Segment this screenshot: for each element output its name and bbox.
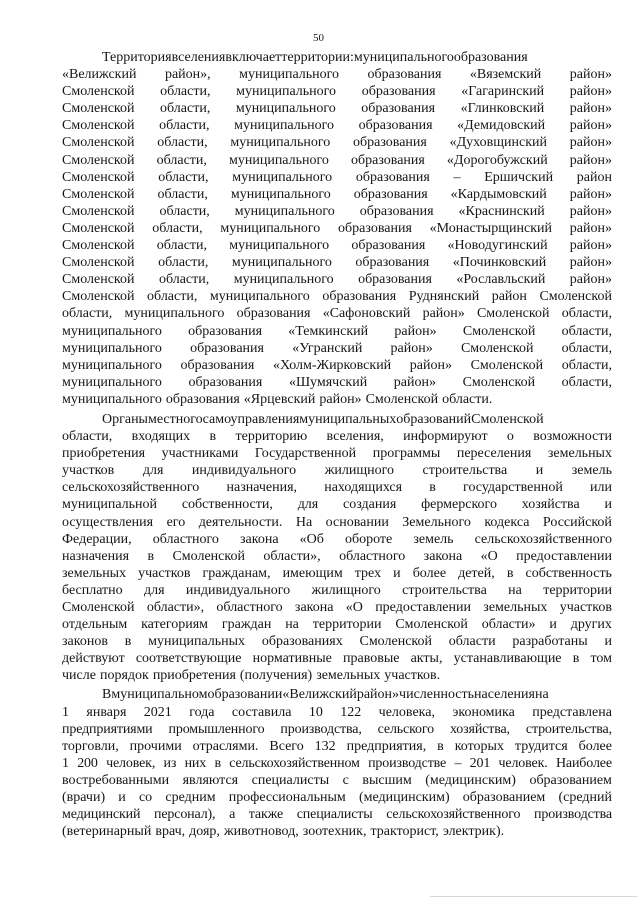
paragraph-local-authorities [62, 411, 612, 685]
text-line: «Велижский район», муниципального образования «Вяземский район» [62, 67, 612, 83]
text-line: отдельным категориям граждан на территории Смоленской области» и других [62, 617, 612, 633]
paragraph-territory [62, 49, 612, 408]
text-line: муниципального образования «Угранский район» Смоленской области, [62, 340, 612, 356]
text-line: Смоленской области», областного закона «О предоставлении земельных участков [62, 600, 612, 615]
text-line: области, входящих в территорию вселения, информируют о возможности [62, 429, 612, 445]
text-line: муниципального образования «Холм-Жирковский район» Смоленской области, [62, 357, 612, 373]
text-line: Смоленской области, муниципального образования «Кардымовский район» [62, 186, 612, 202]
text-line: Смоленской области, муниципального образования «Демидовский район» [62, 118, 612, 134]
text-line: Смоленской области, муниципального образования «Духовщинский район» [62, 135, 612, 151]
text-line: востребованными являются специалисты с высшим (медицинским) образованием [62, 772, 612, 788]
text-line: Территория вселения включает территории: муниципального образования [102, 50, 528, 65]
text-line: медицинский персонал), а также специалисты сельскохозяйственного производства [62, 807, 612, 823]
text-line: бесплатно для индивидуального жилищного строительства на территории [62, 582, 612, 598]
text-line: законов в муниципальных образованиях Смоленской области разработаны и [62, 634, 612, 650]
text-line: муниципального образования «Ярцевский район» Смоленской области. [62, 391, 493, 407]
text-line: Смоленской области, муниципального образования «Монастырщинский район» [62, 220, 612, 236]
text-line: муниципального образования «Темкинский район» Смоленской области, [62, 323, 612, 339]
paragraph-velizh-district [62, 686, 612, 840]
text-line: приобретения участниками Государственной программы переселения земельных [62, 446, 612, 462]
text-line: Смоленской области, муниципального образования «Новодугинский район» [62, 238, 612, 254]
text-line: Смоленской области, муниципального образования «Рославльский район» [62, 272, 612, 288]
text-line: сельскохозяйственного назначения, находящихся в государственной или [62, 480, 612, 496]
text-line: Смоленской области, муниципального образования «Краснинский район» [62, 203, 612, 219]
page-number: 50 [313, 32, 324, 44]
text-line: Федерации, областного закона «Об обороте земель сельскохозяйственного [62, 531, 612, 547]
text-line: числе порядок приобретения (получения) земельных участков. [62, 668, 441, 684]
text-line: действуют соответствующие нормативные правовые акты, устанавливающие в том [62, 651, 612, 667]
text-line: осуществления его деятельности. На основании Земельного кодекса Российской [62, 514, 612, 530]
text-line: Смоленской области, муниципального образования – Ершичский район [62, 169, 612, 185]
text-line: В муниципальном образовании «Велижский район» численность населения на [102, 687, 549, 703]
text-line: Смоленской области, муниципального образования Руднянский район Смоленской [62, 289, 612, 305]
document-body [62, 49, 612, 840]
text-line: области, муниципального образования «Сафоновский район» Смоленской области, [62, 306, 612, 322]
text-line: участков для индивидуального жилищного строительства и земель [62, 463, 612, 479]
text-line: Смоленской области, муниципального образования «Дорогобужский район» [62, 152, 612, 168]
text-line: земельных участков гражданам, имеющим трех и более детей, в собственность [62, 565, 612, 581]
text-line: торговли, прочими отраслями. Всего 132 предприятия, в которых трудится более [62, 738, 612, 754]
text-line: Смоленской области, муниципального образования «Глинковский район» [62, 101, 612, 117]
text-line: предприятиями промышленного производства, сельского хозяйства, строительства, [62, 721, 612, 737]
text-line: муниципальной собственности, для создания фермерского хозяйства и [62, 497, 612, 513]
text-line: назначения в Смоленской области», областного закона «О предоставлении [62, 548, 612, 564]
text-line: 1 января 2021 года составила 10 122 человека, экономика представлена [62, 704, 612, 720]
text-line: Смоленской области, муниципального образования «Починковский район» [62, 255, 612, 271]
bottom-rule [430, 896, 637, 897]
text-line: Смоленской области, муниципального образования «Гагаринский район» [62, 84, 612, 100]
text-line: муниципального образования «Шумячский район» Смоленской области, [62, 374, 612, 390]
text-line: (ветеринарный врач, дояр, животновод, зоотехник, тракторист, электрик). [62, 824, 505, 840]
text-line: 1 200 человек, из них в сельскохозяйственном производстве – 201 человек. Наиболее [62, 755, 612, 771]
text-line: (врачи) и со средним профессиональным (медицинским) образованием (средний [62, 790, 612, 806]
text-line: Органы местного самоуправления муниципальных образований Смоленской [102, 411, 544, 427]
